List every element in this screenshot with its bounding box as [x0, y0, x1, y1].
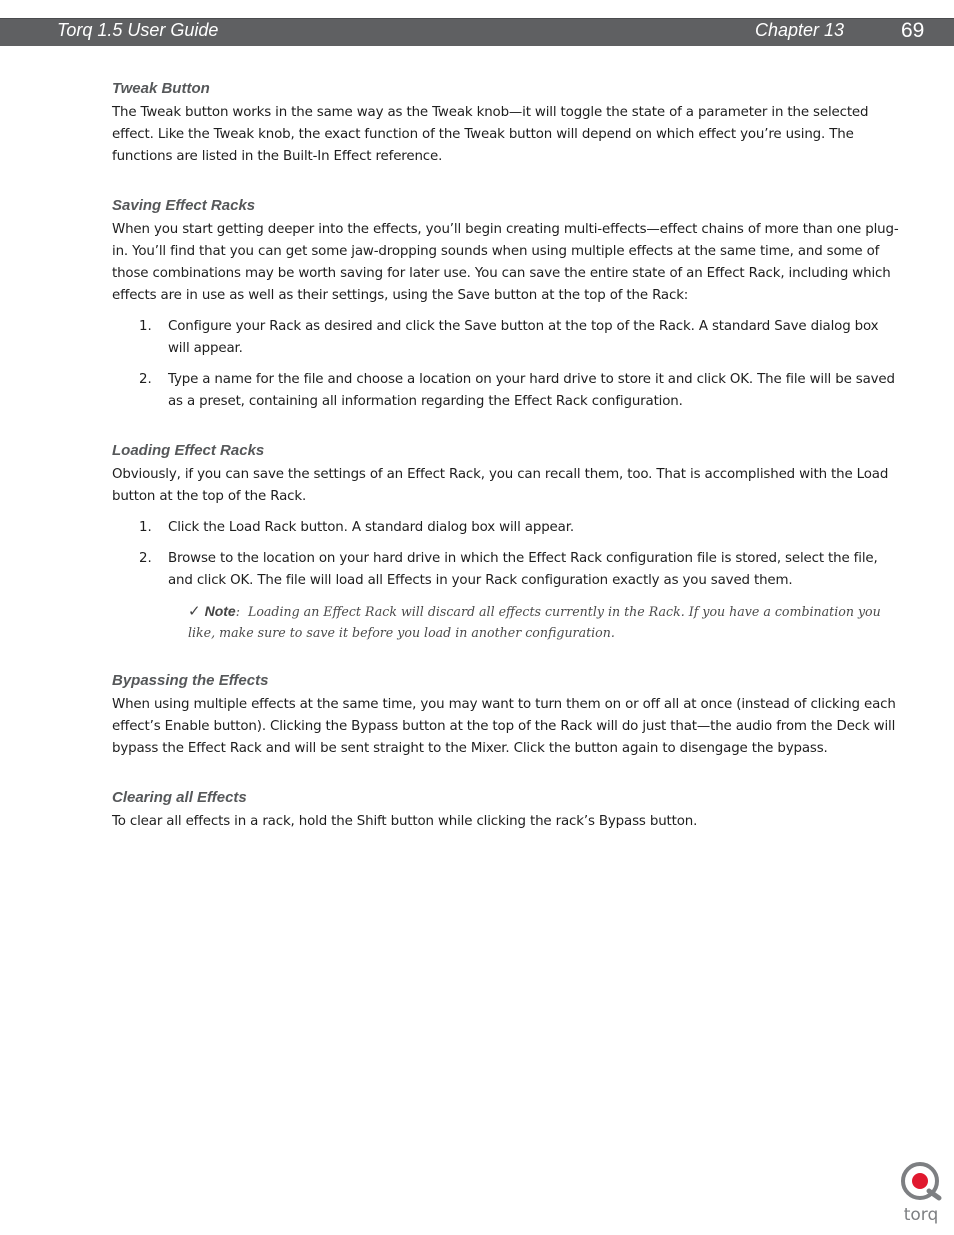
- list-item: [112, 316, 902, 360]
- note-callout: ✓ Note: Loading an Effect Rack will discard all effects currently in the Rack. If you have a combination you like, make sure to save it before you load in another configuration.: [188, 602, 881, 640]
- step-number: 2.: [139, 551, 152, 566]
- guide-title: Torq 1.5 User Guide: [57, 20, 219, 40]
- logo-wordmark: torq: [903, 1205, 939, 1224]
- step-text: Browse to the location on your hard drive in which the Effect Rack configuration file is stored, select the file, and click OK. The file will load all Effects in your Rack configuration exactly as you saved them.: [168, 551, 878, 588]
- section-heading: Bypassing the Effects: [112, 672, 269, 689]
- section-loading-effect-racks: [112, 442, 902, 643]
- step-number: 1.: [139, 319, 152, 334]
- list-item: [112, 369, 902, 413]
- logo-accent-dot: [912, 1173, 928, 1189]
- page-header: [0, 18, 954, 46]
- section-heading: Tweak Button: [112, 80, 210, 97]
- page-number: 69: [901, 19, 925, 42]
- paragraph: To clear all effects in a rack, hold the Shift button while clicking the rack’s Bypass button.: [112, 814, 698, 829]
- list-item: [112, 517, 902, 539]
- step-text: Click the Load Rack button. A standard dialog box will appear.: [168, 520, 574, 535]
- step-text: Type a name for the file and choose a location on your hard drive to store it and click OK. The file will be saved as a preset, containing all information regarding the Effect Rack configuration.: [168, 372, 895, 409]
- chapter-label: Chapter 13: [755, 20, 845, 40]
- section-clearing-all-effects: [112, 789, 902, 833]
- check-icon: ✓: [188, 602, 201, 620]
- step-number: 1.: [139, 520, 152, 535]
- section-heading: Clearing all Effects: [112, 789, 247, 806]
- step-number: 2.: [139, 372, 152, 387]
- section-heading: Saving Effect Racks: [112, 197, 256, 214]
- page-content: [112, 80, 902, 862]
- section-heading: Loading Effect Racks: [112, 442, 265, 459]
- paragraph: When you start getting deeper into the effects, you’ll begin creating multi-effects—effect chains of more than one plug-in. You’ll find that you can get some jaw-dropping sounds when using multiple effects at the same time, and some of those combinations may be worth saving for later use. You can save the entire state of an Effect Rack, including which effects are in use as well as their settings, using the Save button at the top of the Rack:: [112, 222, 899, 303]
- steps-list: [112, 517, 902, 592]
- section-tweak-button: [112, 80, 902, 168]
- paragraph: Obviously, if you can save the settings of an Effect Rack, you can recall them, too. That is accomplished with the Load button at the top of the Rack.: [112, 467, 889, 504]
- list-item: [112, 548, 902, 592]
- note-text: Loading an Effect Rack will discard all effects currently in the Rack. If you have a combination you like, make sure to save it before you load in another configuration.: [188, 604, 881, 640]
- steps-list: [112, 316, 902, 413]
- section-saving-effect-racks: [112, 197, 902, 413]
- note-label: Note: [204, 603, 236, 619]
- section-bypassing-the-effects: [112, 672, 902, 760]
- step-text: Configure your Rack as desired and click the Save button at the top of the Rack. A standard Save dialog box will appear.: [168, 319, 879, 356]
- paragraph: When using multiple effects at the same time, you may want to turn them on or off all at once (instead of clicking each effect’s Enable button). Clicking the Bypass button at the top of the Rack will do just that—the audio from the Deck will bypass the Effect Rack and will be sent straight to the Mixer. Click the button again to disengage the bypass.: [112, 697, 896, 756]
- torq-logo: [899, 1160, 943, 1224]
- paragraph: The Tweak button works in the same way as the Tweak knob—it will toggle the state of a parameter in the selected effect. Like the Tweak knob, the exact function of the Tweak button will depend on which effect you’re using. The functions are listed in the Built-In Effect reference.: [112, 105, 869, 164]
